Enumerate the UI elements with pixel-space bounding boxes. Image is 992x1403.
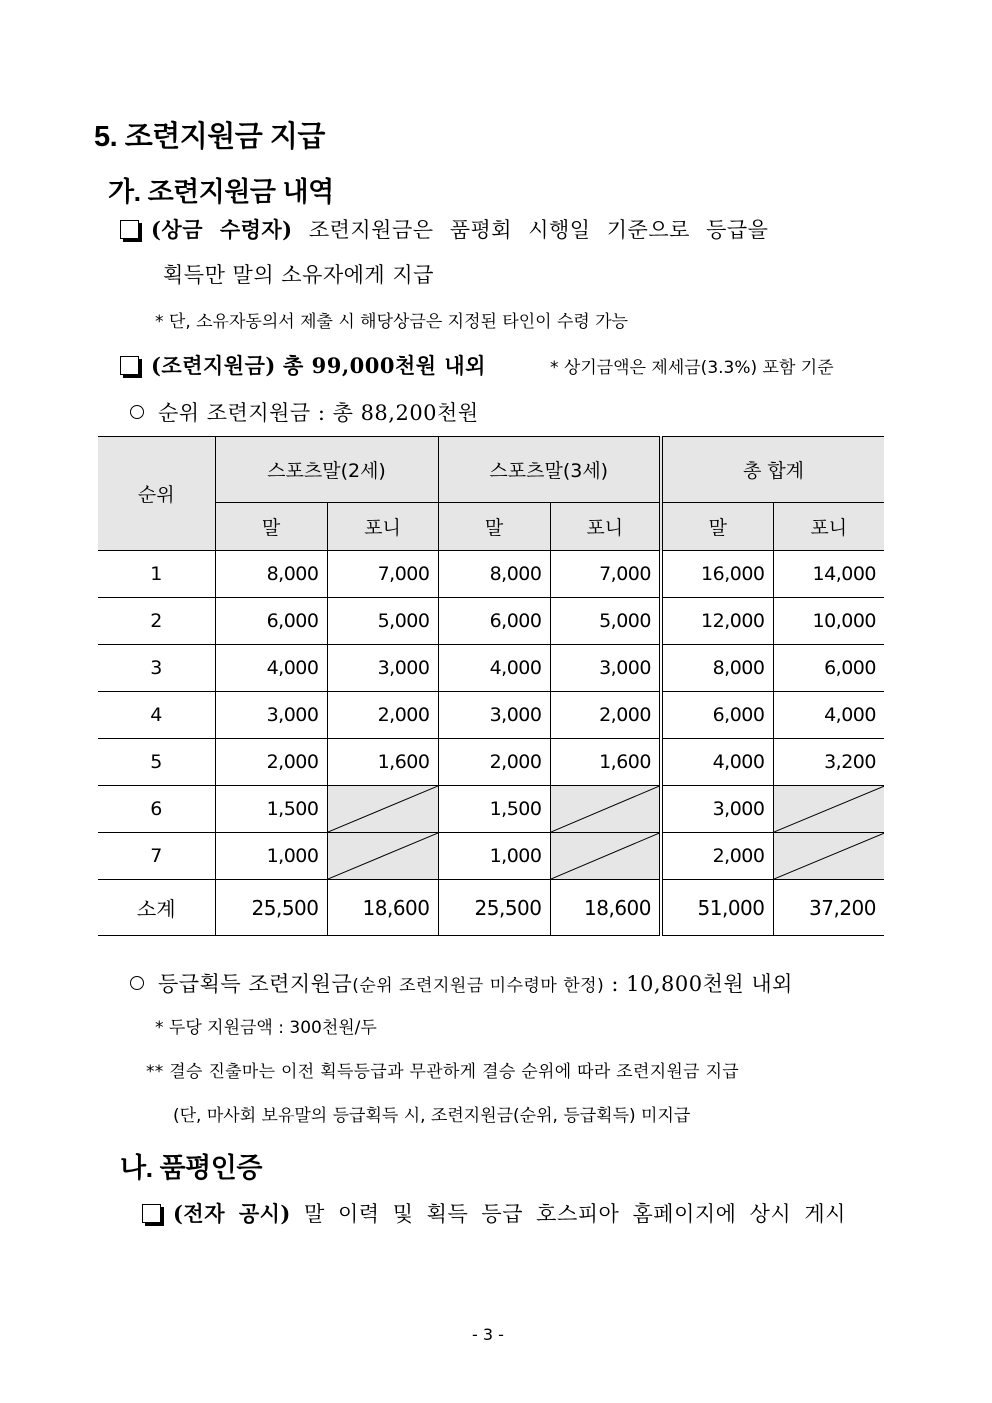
- subheader-pony: 포니: [773, 503, 884, 551]
- header-group-total: 총 합계: [661, 437, 884, 503]
- header-group-2yo: 스포츠말(2세): [215, 437, 438, 503]
- rank-cell: 7: [98, 833, 215, 880]
- circle-bullet-icon: [130, 976, 144, 990]
- value-cell: 4,000: [773, 692, 884, 739]
- item-label: (상금 수령자): [151, 217, 293, 242]
- value-cell: 1,000: [215, 833, 327, 880]
- diagonal-line-icon: [774, 786, 885, 832]
- value-cell: 3,000: [327, 645, 438, 692]
- note-consent: * 단, 소유자동의서 제출 시 해당상금은 지정된 타인이 수령 가능: [155, 312, 629, 332]
- item-training-support: [120, 350, 486, 380]
- table-row: [98, 692, 884, 739]
- table-row: [98, 645, 884, 692]
- table-row: [98, 598, 884, 645]
- subheader-horse: 말: [661, 503, 773, 551]
- note-per-head: * 두당 지원금액 : 300천원/두: [155, 1018, 377, 1038]
- subtotal-cell: 51,000: [661, 880, 773, 936]
- item-label: (조련지원금): [151, 353, 276, 378]
- value-cell: 6,000: [661, 692, 773, 739]
- value-cell: 6,000: [215, 598, 327, 645]
- subtotal-cell: 37,200: [773, 880, 884, 936]
- subtotal-cell: 25,500: [215, 880, 327, 936]
- value-cell: 3,200: [773, 739, 884, 786]
- empty-diagonal-cell: [773, 833, 884, 880]
- value-cell: 5,000: [327, 598, 438, 645]
- empty-diagonal-cell: [327, 786, 438, 833]
- value-cell: 4,000: [438, 645, 550, 692]
- checkbox-square-icon: [120, 220, 139, 239]
- header-rank: 순위: [98, 437, 215, 551]
- value-cell: 7,000: [550, 551, 661, 598]
- value-cell: 2,000: [438, 739, 550, 786]
- subheader-pony: 포니: [327, 503, 438, 551]
- item-electronic-notice: [142, 1198, 846, 1228]
- subsection-b-title: 나. 품평인증: [120, 1153, 262, 1183]
- empty-diagonal-cell: [550, 833, 661, 880]
- value-cell: 1,500: [215, 786, 327, 833]
- rank-bullet-text: 순위 조련지원금 : 총 88,200천원: [158, 401, 479, 425]
- header-group-3yo: 스포츠말(3세): [438, 437, 661, 503]
- subtotal-row: [98, 880, 884, 936]
- value-cell: 7,000: [327, 551, 438, 598]
- subtotal-label: 소계: [98, 880, 215, 936]
- diagonal-line-icon: [774, 833, 885, 879]
- rank-cell: 2: [98, 598, 215, 645]
- page-number: - 3 -: [472, 1325, 504, 1344]
- grade-bullet-paren: (순위 조련지원금 미수령마 한정): [352, 976, 605, 996]
- subheader-horse: 말: [215, 503, 327, 551]
- value-cell: 16,000: [661, 551, 773, 598]
- value-cell: 6,000: [773, 645, 884, 692]
- subtotal-cell: 18,600: [327, 880, 438, 936]
- diagonal-line-icon: [328, 786, 438, 832]
- item-text: 말 이력 및 획득 등급 호스피아 홈페이지에 상시 게시: [304, 1202, 846, 1226]
- diagonal-line-icon: [328, 833, 438, 879]
- value-cell: 8,000: [661, 645, 773, 692]
- rank-bullet: [130, 397, 479, 427]
- subheader-horse: 말: [438, 503, 550, 551]
- value-cell: 12,000: [661, 598, 773, 645]
- rank-cell: 3: [98, 645, 215, 692]
- note-tax: * 상기금액은 제세금(3.3%) 포함 기준: [550, 358, 834, 378]
- value-cell: 5,000: [550, 598, 661, 645]
- value-cell: 4,000: [215, 645, 327, 692]
- section-title: 5. 조련지원금 지급: [94, 121, 325, 153]
- rank-cell: 5: [98, 739, 215, 786]
- rank-cell: 1: [98, 551, 215, 598]
- checkbox-square-icon: [142, 1204, 161, 1223]
- item-amount: 총 99,000천원 내외: [283, 353, 486, 378]
- grade-bullet: [130, 968, 793, 998]
- circle-bullet-icon: [130, 405, 144, 419]
- diagonal-line-icon: [551, 833, 660, 879]
- empty-diagonal-cell: [773, 786, 884, 833]
- value-cell: 3,000: [438, 692, 550, 739]
- value-cell: 8,000: [215, 551, 327, 598]
- subtotal-cell: 25,500: [438, 880, 550, 936]
- support-table: [98, 436, 884, 936]
- value-cell: 2,000: [661, 833, 773, 880]
- item-text-continued: 획득만 말의 소유자에게 지급: [163, 263, 434, 287]
- value-cell: 4,000: [661, 739, 773, 786]
- table-row: [98, 551, 884, 598]
- rank-cell: 4: [98, 692, 215, 739]
- value-cell: 2,000: [550, 692, 661, 739]
- empty-diagonal-cell: [327, 833, 438, 880]
- item-prize-recipient: [120, 214, 768, 244]
- value-cell: 6,000: [438, 598, 550, 645]
- rank-cell: 6: [98, 786, 215, 833]
- value-cell: 2,000: [215, 739, 327, 786]
- item-label: (전자 공시): [173, 1201, 291, 1226]
- value-cell: 14,000: [773, 551, 884, 598]
- value-cell: 8,000: [438, 551, 550, 598]
- value-cell: 3,000: [215, 692, 327, 739]
- diagonal-line-icon: [551, 786, 660, 832]
- value-cell: 1,600: [550, 739, 661, 786]
- item-text: 조련지원금은 품평회 시행일 기준으로 등급을: [308, 218, 769, 242]
- table-row: [98, 739, 884, 786]
- value-cell: 2,000: [327, 692, 438, 739]
- subtotal-cell: 18,600: [550, 880, 661, 936]
- value-cell: 1,600: [327, 739, 438, 786]
- note-final-line1: ** 결승 진출마는 이전 획득등급과 무관하게 결승 순위에 따라 조련지원금 지급: [146, 1062, 740, 1082]
- note-final-line2: (단, 마사회 보유말의 등급획득 시, 조련지원금(순위, 등급획득) 미지급: [173, 1106, 691, 1126]
- empty-diagonal-cell: [550, 786, 661, 833]
- grade-bullet-main: 등급획득 조련지원금: [158, 972, 353, 996]
- subheader-pony: 포니: [550, 503, 661, 551]
- subsection-a-title: 가. 조련지원금 내역: [108, 177, 334, 207]
- value-cell: 3,000: [661, 786, 773, 833]
- table-row: [98, 833, 884, 880]
- value-cell: 3,000: [550, 645, 661, 692]
- grade-bullet-tail: : 10,800천원 내외: [611, 972, 793, 996]
- value-cell: 1,500: [438, 786, 550, 833]
- checkbox-square-icon: [120, 356, 139, 375]
- value-cell: 10,000: [773, 598, 884, 645]
- value-cell: 1,000: [438, 833, 550, 880]
- table-row: [98, 786, 884, 833]
